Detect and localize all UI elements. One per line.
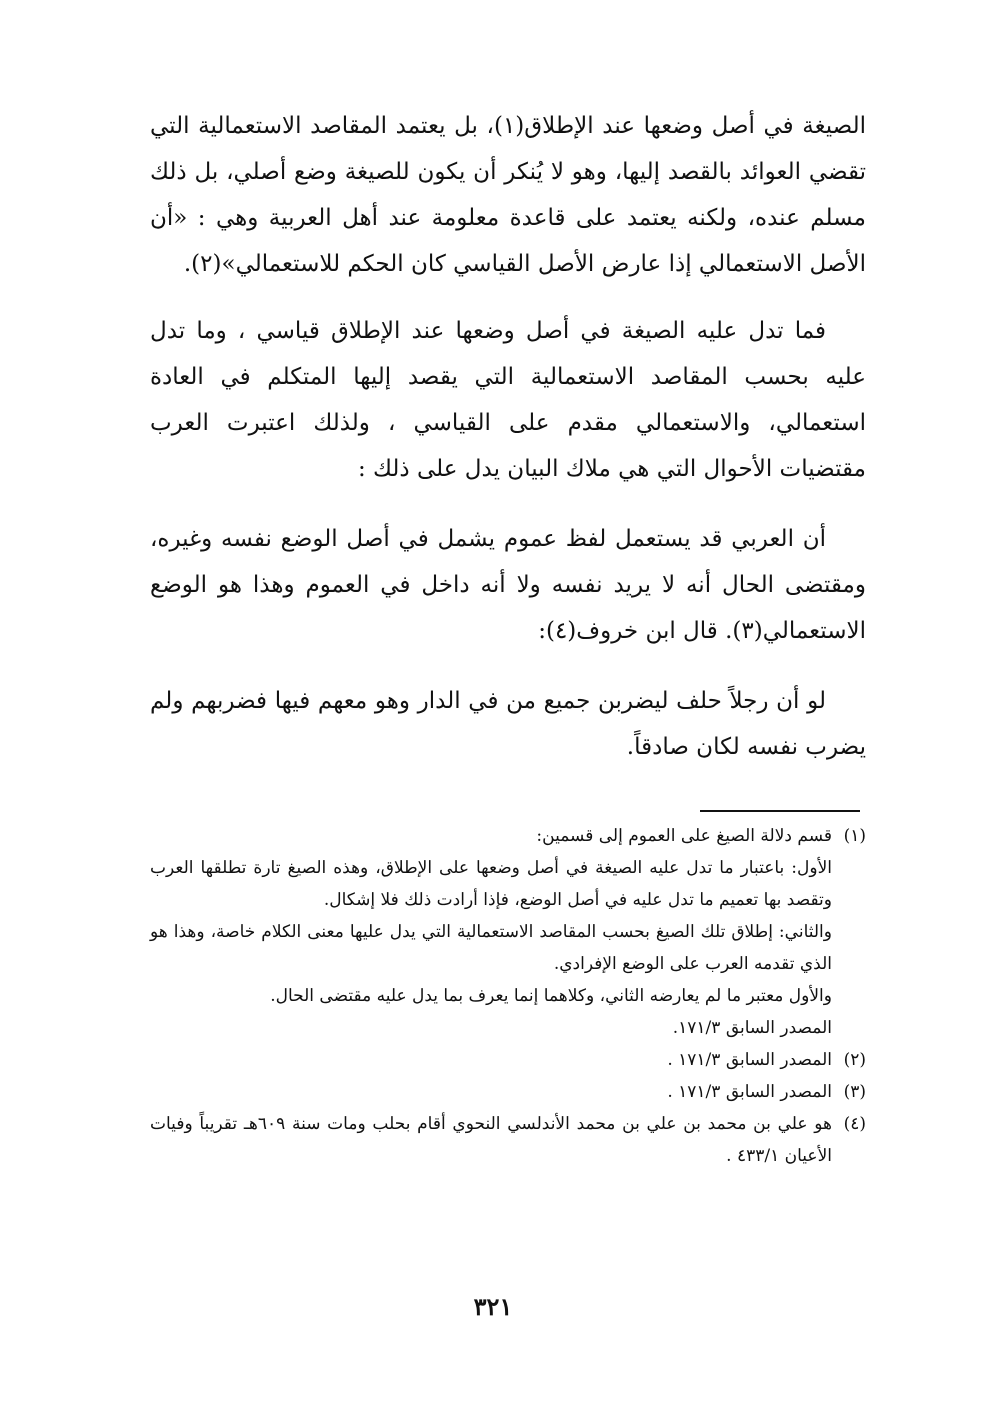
footnote-number: (٤) (843, 1114, 866, 1134)
footnote-body (150, 1044, 832, 1076)
body-paragraph-1: الصيغة في أصل وضعها عند الإطلاق(١)، بل يعتمد المقاصد الاستعمالية التي تقضي العوائد بالقصد إليها، وهو لا يُنكر أن يكون للصيغة وضع أصلي، بل ذلك مسلم عنده، ولكنه يعتمد على قاعدة معلومة عند أهل العربية وهي : «أن الأصل الاستعمالي إذا عارض الأصل القياسي كان الحكم للاستعمالي»(٢). (150, 113, 866, 277)
footnote-line: والأول معتبر ما لم يعارضه الثاني، وكلاهما إنما يعرف بما يدل عليه مقتضى الحال. (270, 986, 832, 1006)
footnote-line: الأول: باعتبار ما تدل عليه الصيغة في أصل وضعها على الإطلاق، وهذه الصيغ تارة تطلقها العرب وتقصد بها تعميم ما تدل عليه في أصل الوضع، فإذا أرادت ذلك فلا إشكال. (150, 858, 832, 910)
footnote-2 (150, 1044, 866, 1076)
footnote-4 (150, 1108, 866, 1172)
footnote-number: (٣) (843, 1082, 866, 1102)
footnote-separator (700, 810, 860, 812)
footnote-number: (١) (843, 826, 866, 846)
body-paragraph-3: أن العربي قد يستعمل لفظ عموم يشمل في أصل الوضع نفسه وغيره، ومقتضى الحال أنه لا يريد نفسه ولا أنه داخل في العموم وهذا هو الوضع الاستعمالي(٣). قال ابن خروف(٤): (150, 526, 866, 644)
footnotes-section (150, 820, 866, 1172)
footnote-body (150, 820, 832, 1044)
footnote-line: المصدر السابق ١٧١/٣. (672, 1018, 832, 1038)
body-paragraph-4: لو أن رجلاً حلف ليضربن جميع من في الدار وهو معهم فيها فضربهم ولم يضرب نفسه لكان صادقاً. (150, 688, 866, 760)
footnote-line: المصدر السابق ١٧١/٣ . (667, 1050, 832, 1070)
footnote-1 (150, 820, 866, 1044)
footnote-line: والثاني: إطلاق تلك الصيغ بحسب المقاصد الاستعمالية التي يدل عليها معنى الكلام خاصة، وهذا هو الذي تقدمه العرب على الوضع الإفرادي. (150, 922, 832, 974)
footnote-3 (150, 1076, 866, 1108)
footnote-body (150, 1076, 832, 1108)
footnote-line: المصدر السابق ١٧١/٣ . (667, 1082, 832, 1102)
footnote-line: قسم دلالة الصيغ على العموم إلى قسمين: (536, 826, 832, 846)
footnote-body (150, 1108, 832, 1172)
page-number: ٣٢١ (473, 1292, 513, 1321)
body-paragraph-2: فما تدل عليه الصيغة في أصل وضعها عند الإطلاق قياسي ، وما تدل عليه بحسب المقاصد الاستعمالية التي يقصد إليها المتكلم في العادة استعمالي، والاستعمالي مقدم على القياسي ، ولذلك اعتبرت العرب مقتضيات الأحوال التي هي ملاك البيان يدل على ذلك : (150, 318, 866, 482)
footnote-number: (٢) (843, 1050, 866, 1070)
footnote-line: هو علي بن محمد بن علي بن محمد الأندلسي النحوي أقام بحلب ومات سنة ٦٠٩هـ تقريباً وفيات الأعيان ٤٣٣/١ . (150, 1114, 832, 1166)
